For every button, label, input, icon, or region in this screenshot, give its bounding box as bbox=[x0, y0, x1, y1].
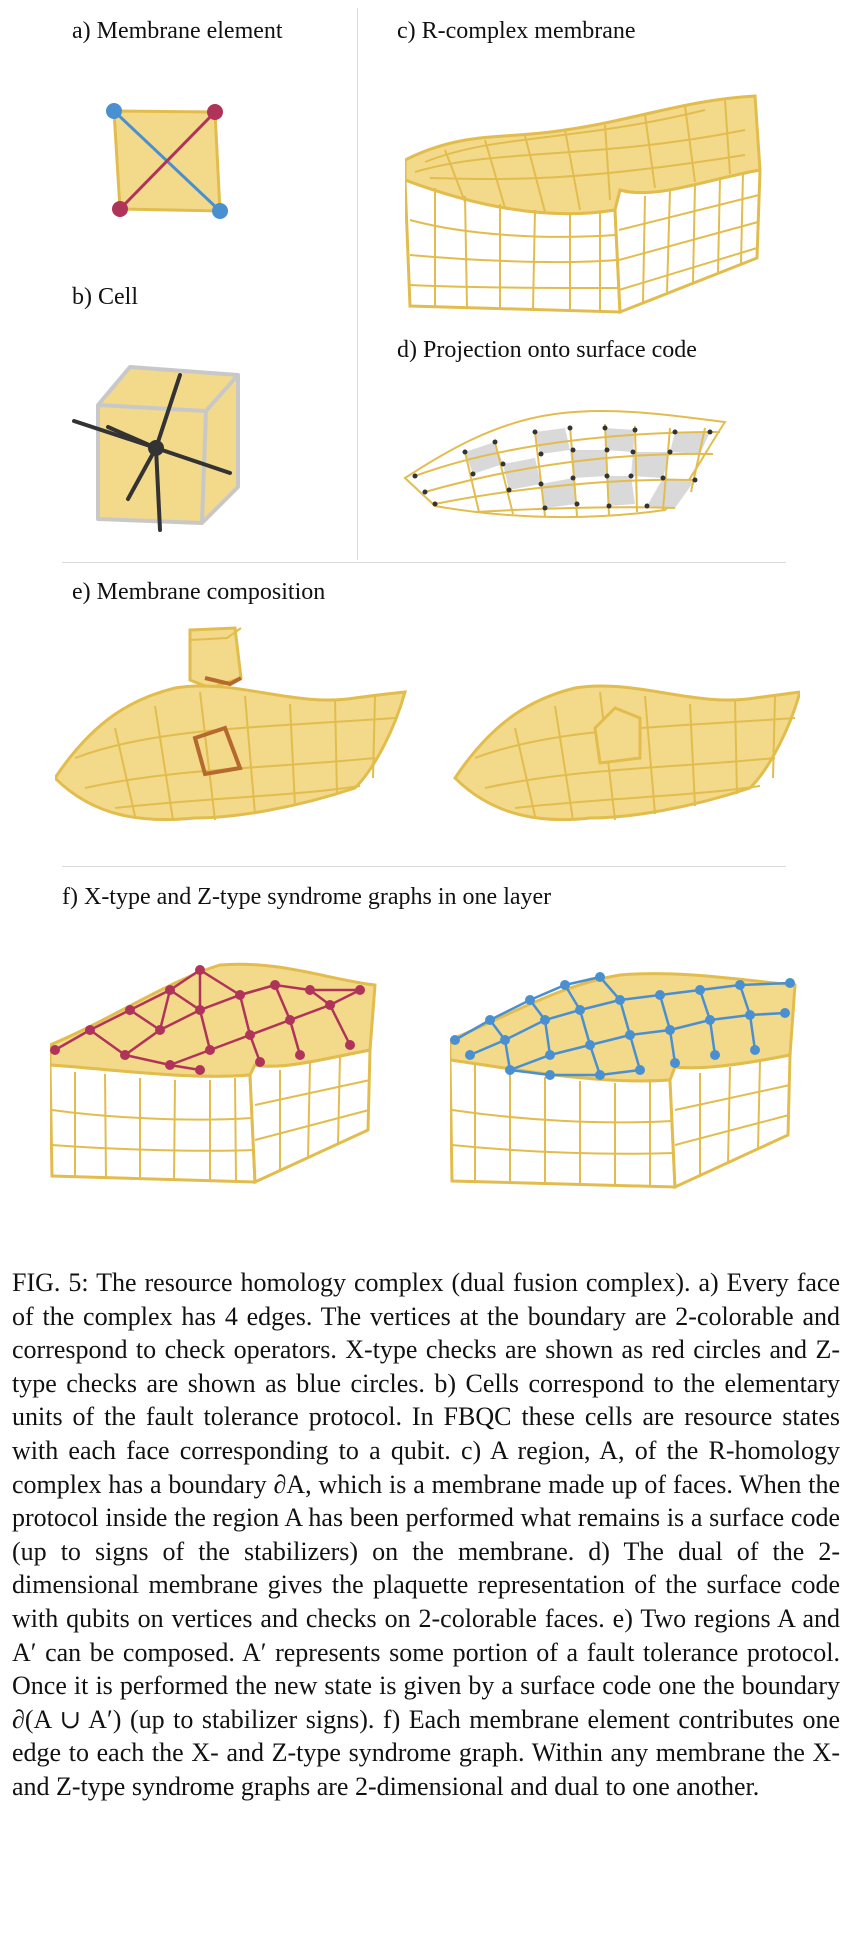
panel-label-d: d) Projection onto surface code bbox=[397, 337, 697, 363]
surface-code-projection-figure bbox=[395, 392, 735, 532]
x-check-vertex bbox=[112, 201, 128, 217]
caption-label: FIG. 5: bbox=[12, 1268, 89, 1297]
panel-label-e: e) Membrane composition bbox=[72, 579, 326, 605]
r-complex-membrane-figure bbox=[405, 70, 770, 315]
membrane-composition-figure bbox=[55, 618, 800, 843]
x-check-vertex bbox=[207, 104, 223, 120]
z-check-vertex bbox=[212, 203, 228, 219]
divider-e bbox=[62, 562, 786, 563]
z-check-vertex bbox=[106, 103, 122, 119]
z-syndrome-graph-figure bbox=[450, 955, 800, 1195]
divider-f bbox=[62, 866, 786, 867]
vertical-divider bbox=[357, 8, 358, 560]
figure-caption bbox=[12, 1266, 840, 1804]
panel-label-f: f) X-type and Z-type syndrome graphs in one layer bbox=[62, 884, 552, 910]
panel-label-c: c) R-complex membrane bbox=[397, 18, 636, 44]
cell-figure bbox=[70, 355, 250, 535]
panel-label-a: a) Membrane element bbox=[72, 18, 283, 44]
membrane-element-figure bbox=[100, 95, 240, 225]
panel-label-b: b) Cell bbox=[72, 284, 138, 310]
x-syndrome-graph-figure bbox=[50, 950, 380, 1190]
caption-text: The resource homology complex (dual fusion complex). a) Every face of the complex has 4 edges. The vertices at the boundary are 2-colorable and correspond to check operators. X-type checks are shown as red circles and Z-type checks are shown as blue circles. b) Cells correspond to the elementary units of the fault tolerance protocol. In FBQC these cells are resource states with each face corresponding to a qubit. c) A region, A, of the R-homology complex has a boundary ∂A, which is a membrane made up of faces. When the protocol inside the region A has been performed what remains is a surface code (up to signs of the stabilizers) on the membrane. d) The dual of the 2-dimensional membrane gives the plaquette representation of the surface code with qubits on vertices and checks on 2-colorable faces. e) Two regions A and A′ can be composed. A′ represents some portion of a fault tolerance protocol. Once it is performed the new state is given by a surface code one the boundary ∂(A ∪ A′) (up to stabilizer signs). f) Each membrane element contributes one edge to each the X- and Z-type syndrome graph. Within any membrane the X- and Z-type syndrome graphs are 2-dimensional and dual to one another. bbox=[12, 1268, 840, 1801]
